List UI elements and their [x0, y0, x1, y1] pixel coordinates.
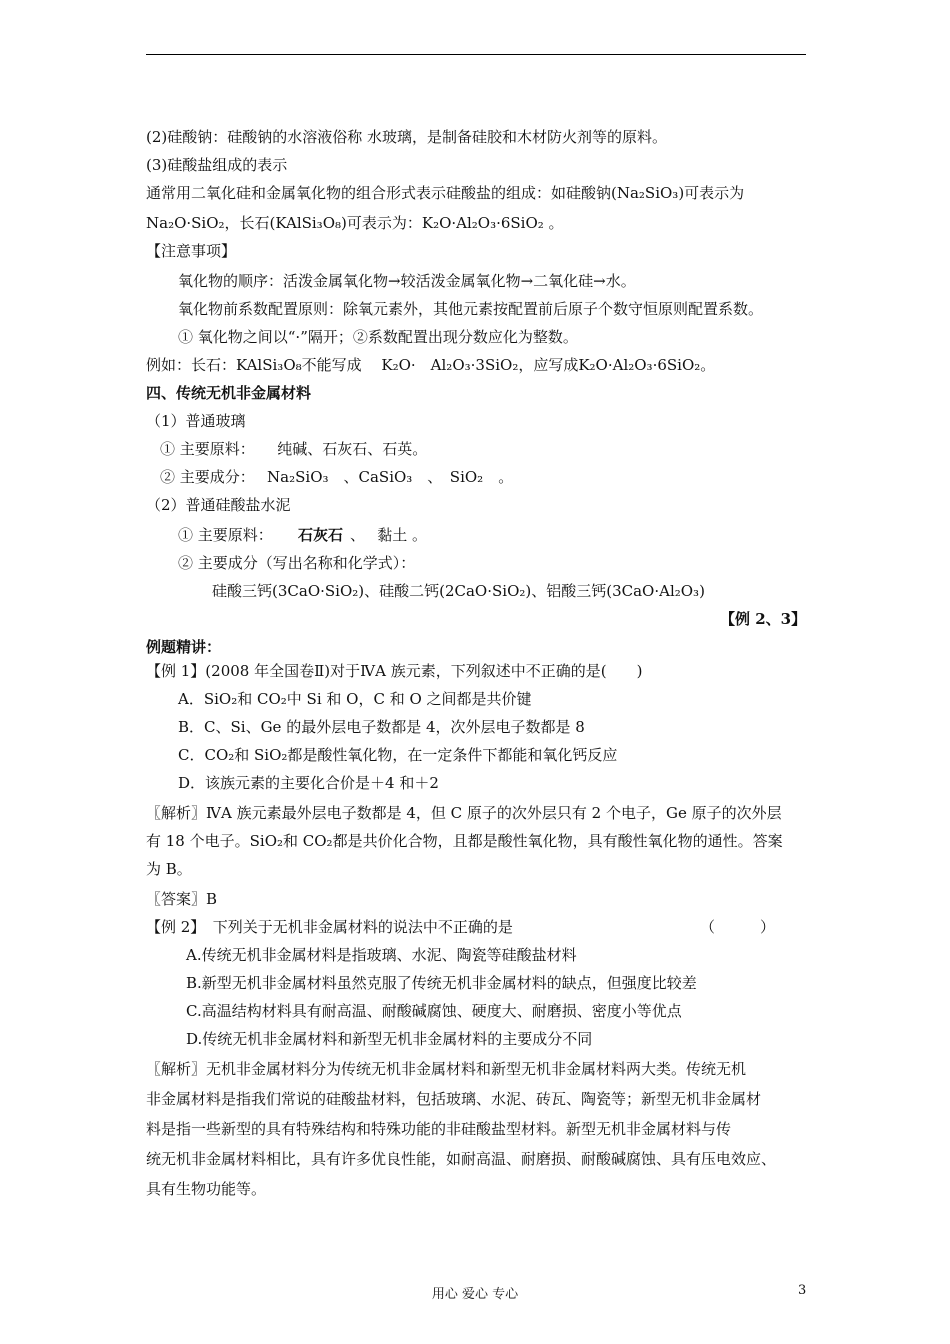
analysis-text: 非金属材料是指我们常说的硅酸盐材料，包括玻璃、水泥、砖瓦、陶瓷等；新型无机非金属材	[146, 1090, 762, 1108]
text-line: (2)硅酸钠：硅酸钠的水溶液俗称 水玻璃，是制备硅胶和木材防火剂等的原料。	[146, 128, 668, 146]
option-a: A．SiO₂和 CO₂中 Si 和 O，C 和 O 之间都是共价键	[178, 690, 532, 708]
text-line: (3)硅酸盐组成的表示	[146, 156, 288, 174]
analysis-text: 〖解析〗ⅣA 族元素最外层电子数都是 4，但 C 原子的次外层只有 2 个电子，Ge 原子的次外层	[146, 804, 782, 822]
emphasis-text: 石灰石	[298, 526, 344, 544]
text-line: 氧化物的顺序：活泼金属氧化物→较活泼金属氧化物→二氧化硅→水。	[178, 272, 636, 290]
text-line: ① 主要原料：	[178, 526, 273, 544]
page-number: 3	[798, 1283, 807, 1298]
text-line: （1）普通玻璃	[146, 412, 246, 430]
analysis-text: 为 B。	[146, 860, 192, 878]
text-line: ② 主要成分（写出名称和化学式）：	[178, 554, 416, 572]
text-line: ① 氧化物之间以“·”隔开；②系数配置出现分数应化为整数。	[178, 328, 578, 346]
example-ref: 【例 2、3】	[720, 610, 807, 628]
text-line: 例如：长石：KAlSi₃O₈不能写成 K₂O· Al₂O₃·3SiO₂，应写成K₂O·Al₂O₃·6SiO₂。	[146, 356, 716, 374]
analysis-text: 料是指一些新型的具有特殊结构和特殊功能的非硅酸盐型材料。新型无机非金属材料与传	[146, 1120, 732, 1138]
option-c: C．CO₂和 SiO₂都是酸性氧化物，在一定条件下都能和氧化钙反应	[178, 746, 618, 764]
option-d: D．该族元素的主要化合价是＋4 和＋2	[178, 774, 439, 792]
option-d: D.传统无机非金属材料和新型无机非金属材料的主要成分不同	[186, 1030, 593, 1048]
analysis-text: 具有生物功能等。	[146, 1180, 267, 1198]
option-b: B.新型无机非金属材料虽然克服了传统无机非金属材料的缺点，但强度比较差	[186, 974, 697, 992]
analysis-text: 统无机非金属材料相比，具有许多优良性能，如耐高温、耐磨损、耐酸碱腐蚀、具有压电效应、	[146, 1150, 777, 1168]
text-line: ① 主要原料： 纯碱、石灰石、石英。	[160, 440, 428, 458]
option-b: B．C、Si、Ge 的最外层电子数都是 4，次外层电子数都是 8	[178, 718, 585, 736]
text-line: 氧化物前系数配置原则：除氧元素外，其他元素按配置前后原子个数守恒原则配置系数。	[178, 300, 764, 318]
text-line: ② 主要成分： Na₂SiO₃ 、CaSiO₃ 、 SiO₂ 。	[160, 468, 514, 486]
analysis-text: 有 18 个电子。SiO₂和 CO₂都是共价化合物，且都是酸性氧化物，具有酸性氧化物的通性。答案	[146, 832, 783, 850]
option-c: C.高温结构材料具有耐高温、耐酸碱腐蚀、硬度大、耐磨损、密度小等优点	[186, 1002, 682, 1020]
analysis-text: 〖解析〗无机非金属材料分为传统无机非金属材料和新型无机非金属材料两大类。传统无机	[146, 1060, 747, 1078]
answer-blank: （ ）	[700, 918, 776, 936]
text-line: （2）普通硅酸盐水泥	[146, 496, 291, 514]
text-line: 通常用二氧化硅和金属氧化物的组合形式表示硅酸盐的组成：如硅酸钠(Na₂SiO₃)可表示为	[146, 184, 745, 202]
text-line: Na₂O·SiO₂，长石(KAlSi₃O₈)可表示为：K₂O·Al₂O₃·6SiO₂ 。	[146, 214, 564, 232]
section-heading: 【注意事项】	[146, 242, 237, 260]
page-footer: 用心 爱心 专心	[431, 1287, 519, 1302]
text-line: 硅酸三钙(3CaO·SiO₂)、硅酸二钙(2CaO·SiO₂)、铝酸三钙(3CaO·Al₂O₃)	[212, 582, 705, 600]
answer-text: 〖答案〗B	[146, 890, 218, 908]
question-stem: 【例 1】(2008 年全国卷Ⅱ)对于ⅣA 族元素，下列叙述中不正确的是( )	[146, 662, 643, 680]
header-rule	[146, 54, 806, 55]
option-a: A.传统无机非金属材料是指玻璃、水泥、陶瓷等硅酸盐材料	[186, 946, 577, 964]
section-heading: 四、传统无机非金属材料	[146, 384, 312, 402]
text-line: 、 黏土 。	[350, 526, 428, 544]
section-heading: 例题精讲：	[146, 638, 222, 656]
question-stem: 【例 2】 下列关于无机非金属材料的说法中不正确的是	[146, 918, 513, 936]
